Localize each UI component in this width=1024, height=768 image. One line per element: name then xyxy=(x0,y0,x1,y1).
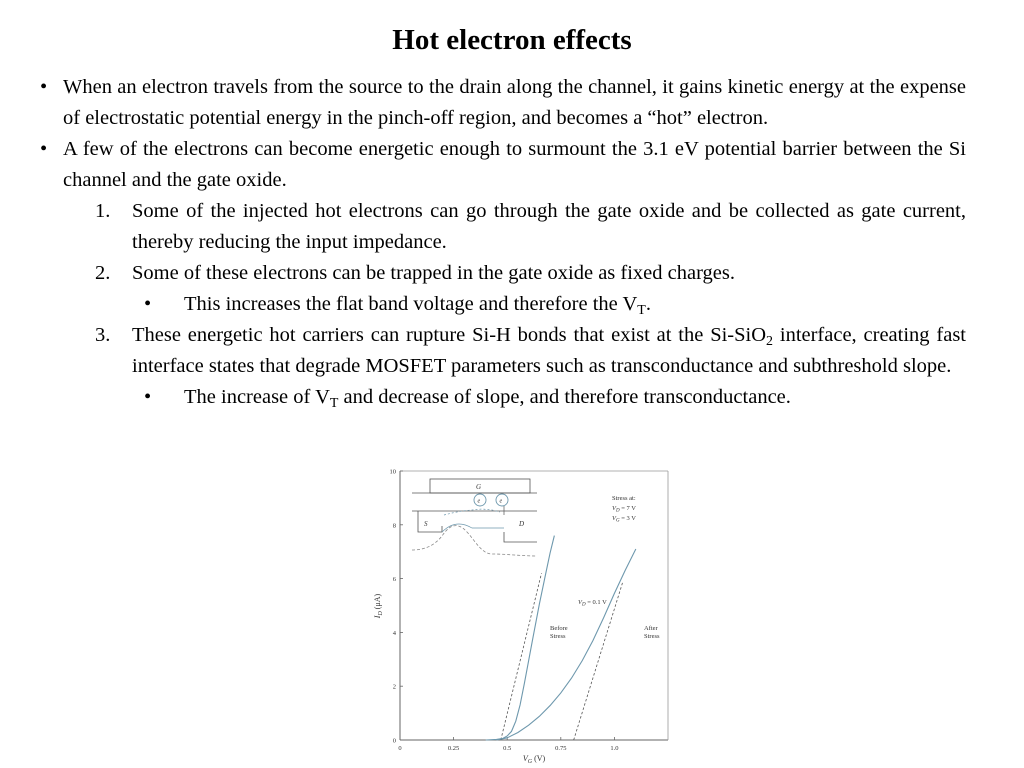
bullet-item xyxy=(40,72,966,134)
item-text: Some of these electrons can be trapped in the gate oxide as fixed charges. xyxy=(132,262,736,284)
mosfet-inset xyxy=(412,479,537,556)
item-text: Some of the injected hot electrons can go through the gate oxide and be collected as gate current, thereby reducing the input impedance. xyxy=(132,200,966,253)
electron-label: e xyxy=(499,498,503,505)
sub-bullet-marker: • xyxy=(144,293,152,315)
electron-path xyxy=(444,509,500,515)
band-diagram xyxy=(412,526,537,556)
id-vg-chart xyxy=(372,466,672,768)
y-tick-label: 4 xyxy=(392,629,396,637)
y-tick-label: 10 xyxy=(389,468,396,476)
sub-bullet-item xyxy=(40,382,966,413)
source-label: S xyxy=(424,520,428,528)
stress-vg: $V_G = 3$ V xyxy=(612,515,636,524)
numbered-item xyxy=(40,258,966,289)
slide-body xyxy=(40,72,966,413)
electron-label: e xyxy=(477,498,481,505)
x-tick-label: 0.75 xyxy=(555,745,567,752)
x-axis-label: $V_G$ (V) xyxy=(522,754,546,765)
subscript: 2 xyxy=(766,333,774,349)
item-number: 1. xyxy=(95,200,111,222)
sub-bullet-text-after: . xyxy=(645,293,651,315)
sub-bullet-text-before: The increase of V xyxy=(184,386,330,408)
stress-vd: $V_D = 7$ V xyxy=(612,505,636,514)
vd-annotation: $V_D = 0.1$ V xyxy=(578,599,607,608)
bullet-item xyxy=(40,134,966,196)
item-text-before: These energetic hot carriers can rupture Si-H bonds that exist at the Si-SiO xyxy=(132,324,767,346)
sub-bullet-marker: • xyxy=(144,386,152,408)
series-line-after-stress xyxy=(496,549,635,740)
numbered-item xyxy=(40,320,966,382)
before-stress-label: Before Stress xyxy=(550,625,568,640)
drain-region xyxy=(504,532,537,542)
stress-annotation xyxy=(612,495,636,524)
x-tick-label: 1.0 xyxy=(610,745,619,752)
item-text-after: interface, creating fast interface states that degrade MOSFET parameters such as transconductance and subthreshold slope. xyxy=(132,324,967,377)
source-region xyxy=(418,511,442,532)
after-stress-label: After Stress xyxy=(644,625,660,640)
y-tick-label: 8 xyxy=(392,522,396,530)
subscript: T xyxy=(637,302,646,318)
bullet-text: When an electron travels from the source to the drain along the channel, it gains kinetic energy at the expense of electrostatic potential energy in the pinch-off region, and becomes a “hot” electron. xyxy=(63,76,966,129)
numbered-item xyxy=(40,196,966,258)
x-tick-label: 0.25 xyxy=(447,745,460,752)
sub-bullet-text-before: This increases the flat band voltage and therefore the V xyxy=(184,293,638,315)
x-tick-label: 0 xyxy=(398,745,402,752)
y-tick-label: 6 xyxy=(392,576,396,584)
y-tick-label: 0 xyxy=(392,737,396,745)
x-tick-label: 0.5 xyxy=(503,745,512,752)
sub-bullet-item xyxy=(40,289,966,320)
gate-label: G xyxy=(476,483,482,491)
drain-label: D xyxy=(519,520,525,528)
id-vg-figure xyxy=(372,466,672,768)
tangent-line xyxy=(501,573,542,740)
item-number: 3. xyxy=(95,324,111,346)
series-line-before-stress xyxy=(486,536,555,740)
item-number: 2. xyxy=(95,262,111,284)
stress-heading: Stress at: xyxy=(612,495,636,502)
bullet-text: A few of the electrons can become energetic enough to surmount the 3.1 eV potential barrier between the Si channel and the gate oxide. xyxy=(63,138,966,191)
subscript: T xyxy=(329,395,339,411)
sub-bullet-text-after: and decrease of slope, and therefore transconductance. xyxy=(338,386,791,408)
bullet-marker: • xyxy=(40,76,48,98)
y-axis-label: $I_D$ (μA) xyxy=(373,593,384,619)
channel-line xyxy=(442,524,504,532)
slide-title: Hot electron effects xyxy=(392,24,632,56)
y-tick-label: 2 xyxy=(392,683,396,691)
bullet-marker: • xyxy=(40,138,48,160)
